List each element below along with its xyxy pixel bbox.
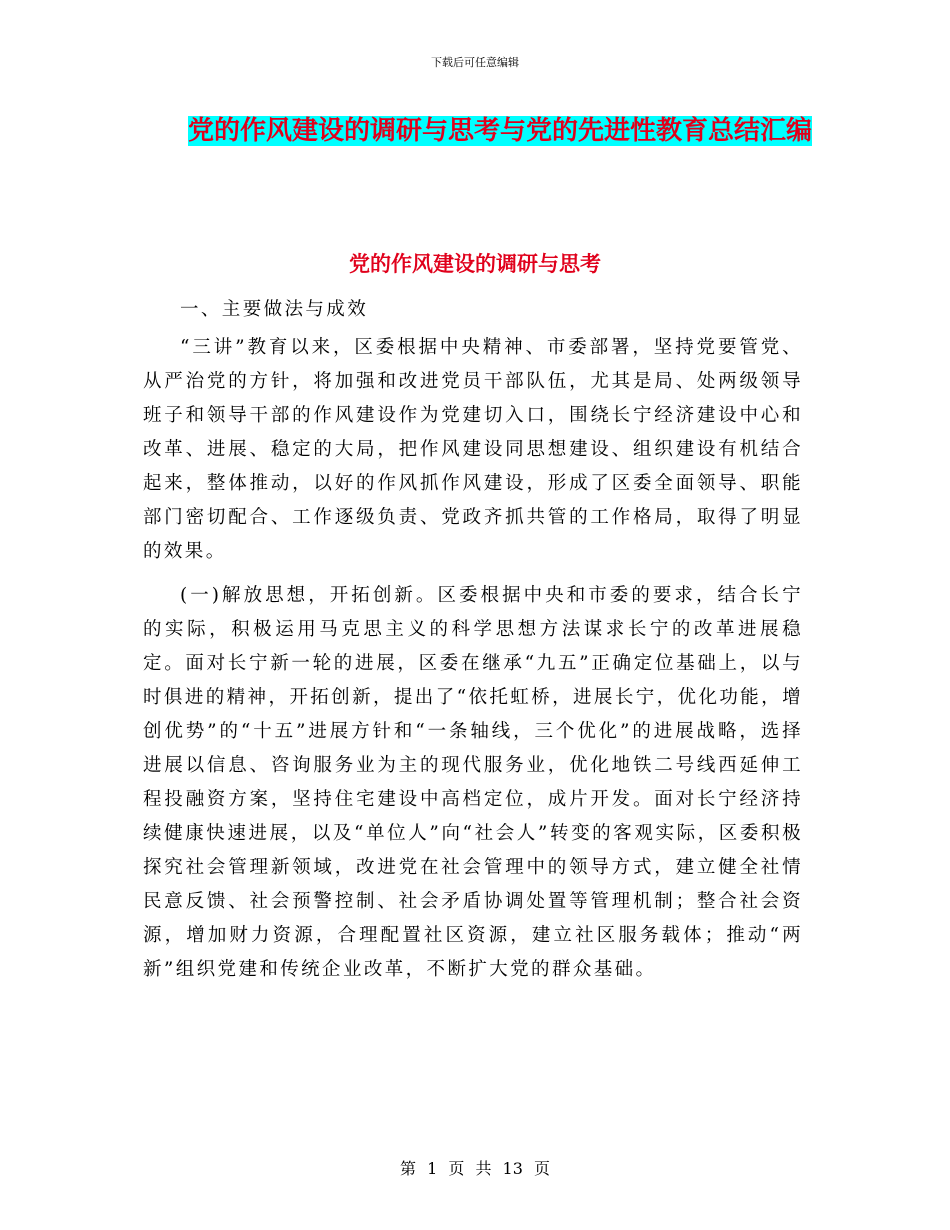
section-title: 党的作风建设的调研与思考 [349, 251, 601, 276]
document-title [150, 108, 850, 154]
page-number: 第 1 页 共 13 页 [400, 1159, 550, 1178]
section-heading: 一、主要做法与成效 [180, 299, 369, 320]
document-title-text: 党的作风建设的调研与思考与党的先进性教育总结汇编 [187, 116, 812, 146]
paragraph: “三讲”教育以来，区委根据中央精神、市委部署，坚持党要管党、从严治党的方针，将加强和改进党员干部队伍，尤其是局、处两级领导班子和领导干部的作风建设作为党建切入口，围绕长宁经济建设中心和改革、进展、稳定的大局，把作风建设同思想建设、组织建设有机结合起来，整体推动，以好的作风抓作风建设，形成了区委全面领导、职能部门密切配合、工作逐级负责、党政齐抓共管的工作格局，取得了明显的效果。 [143, 337, 803, 562]
paragraph: (一)解放思想，开拓创新。区委根据中央和市委的要求，结合长宁的实际，积极运用马克思主义的科学思想方法谋求长宁的改革进展稳定。面对长宁新一轮的进展，区委在继承“九五”正确定位基础上，以与时俱进的精神，开拓创新，提出了“依托虹桥，进展长宁，优化功能，增创优势”的“十五”进展方针和“一条轴线，三个优化”的进展战略，选择进展以信息、咨询服务业为主的现代服务业，优化地铁二号线西延伸工程投融资方案，坚持住宅建设中高档定位，成片开发。面对长宁经济持续健康快速进展，以及“单位人”向“社会人”转变的客观实际，区委积极探究社会管理新领域，改进党在社会管理中的领导方式，建立健全社情民意反馈、社会预警控制、社会矛盾协调处置等管理机制；整合社会资源，增加财力资源，合理配置社区资源，建立社区服务载体；推动“两新”组织党建和传统企业改革，不断扩大党的群众基础。 [143, 585, 803, 980]
document-body [143, 293, 803, 987]
header-note: 下载后可任意编辑 [431, 56, 519, 69]
